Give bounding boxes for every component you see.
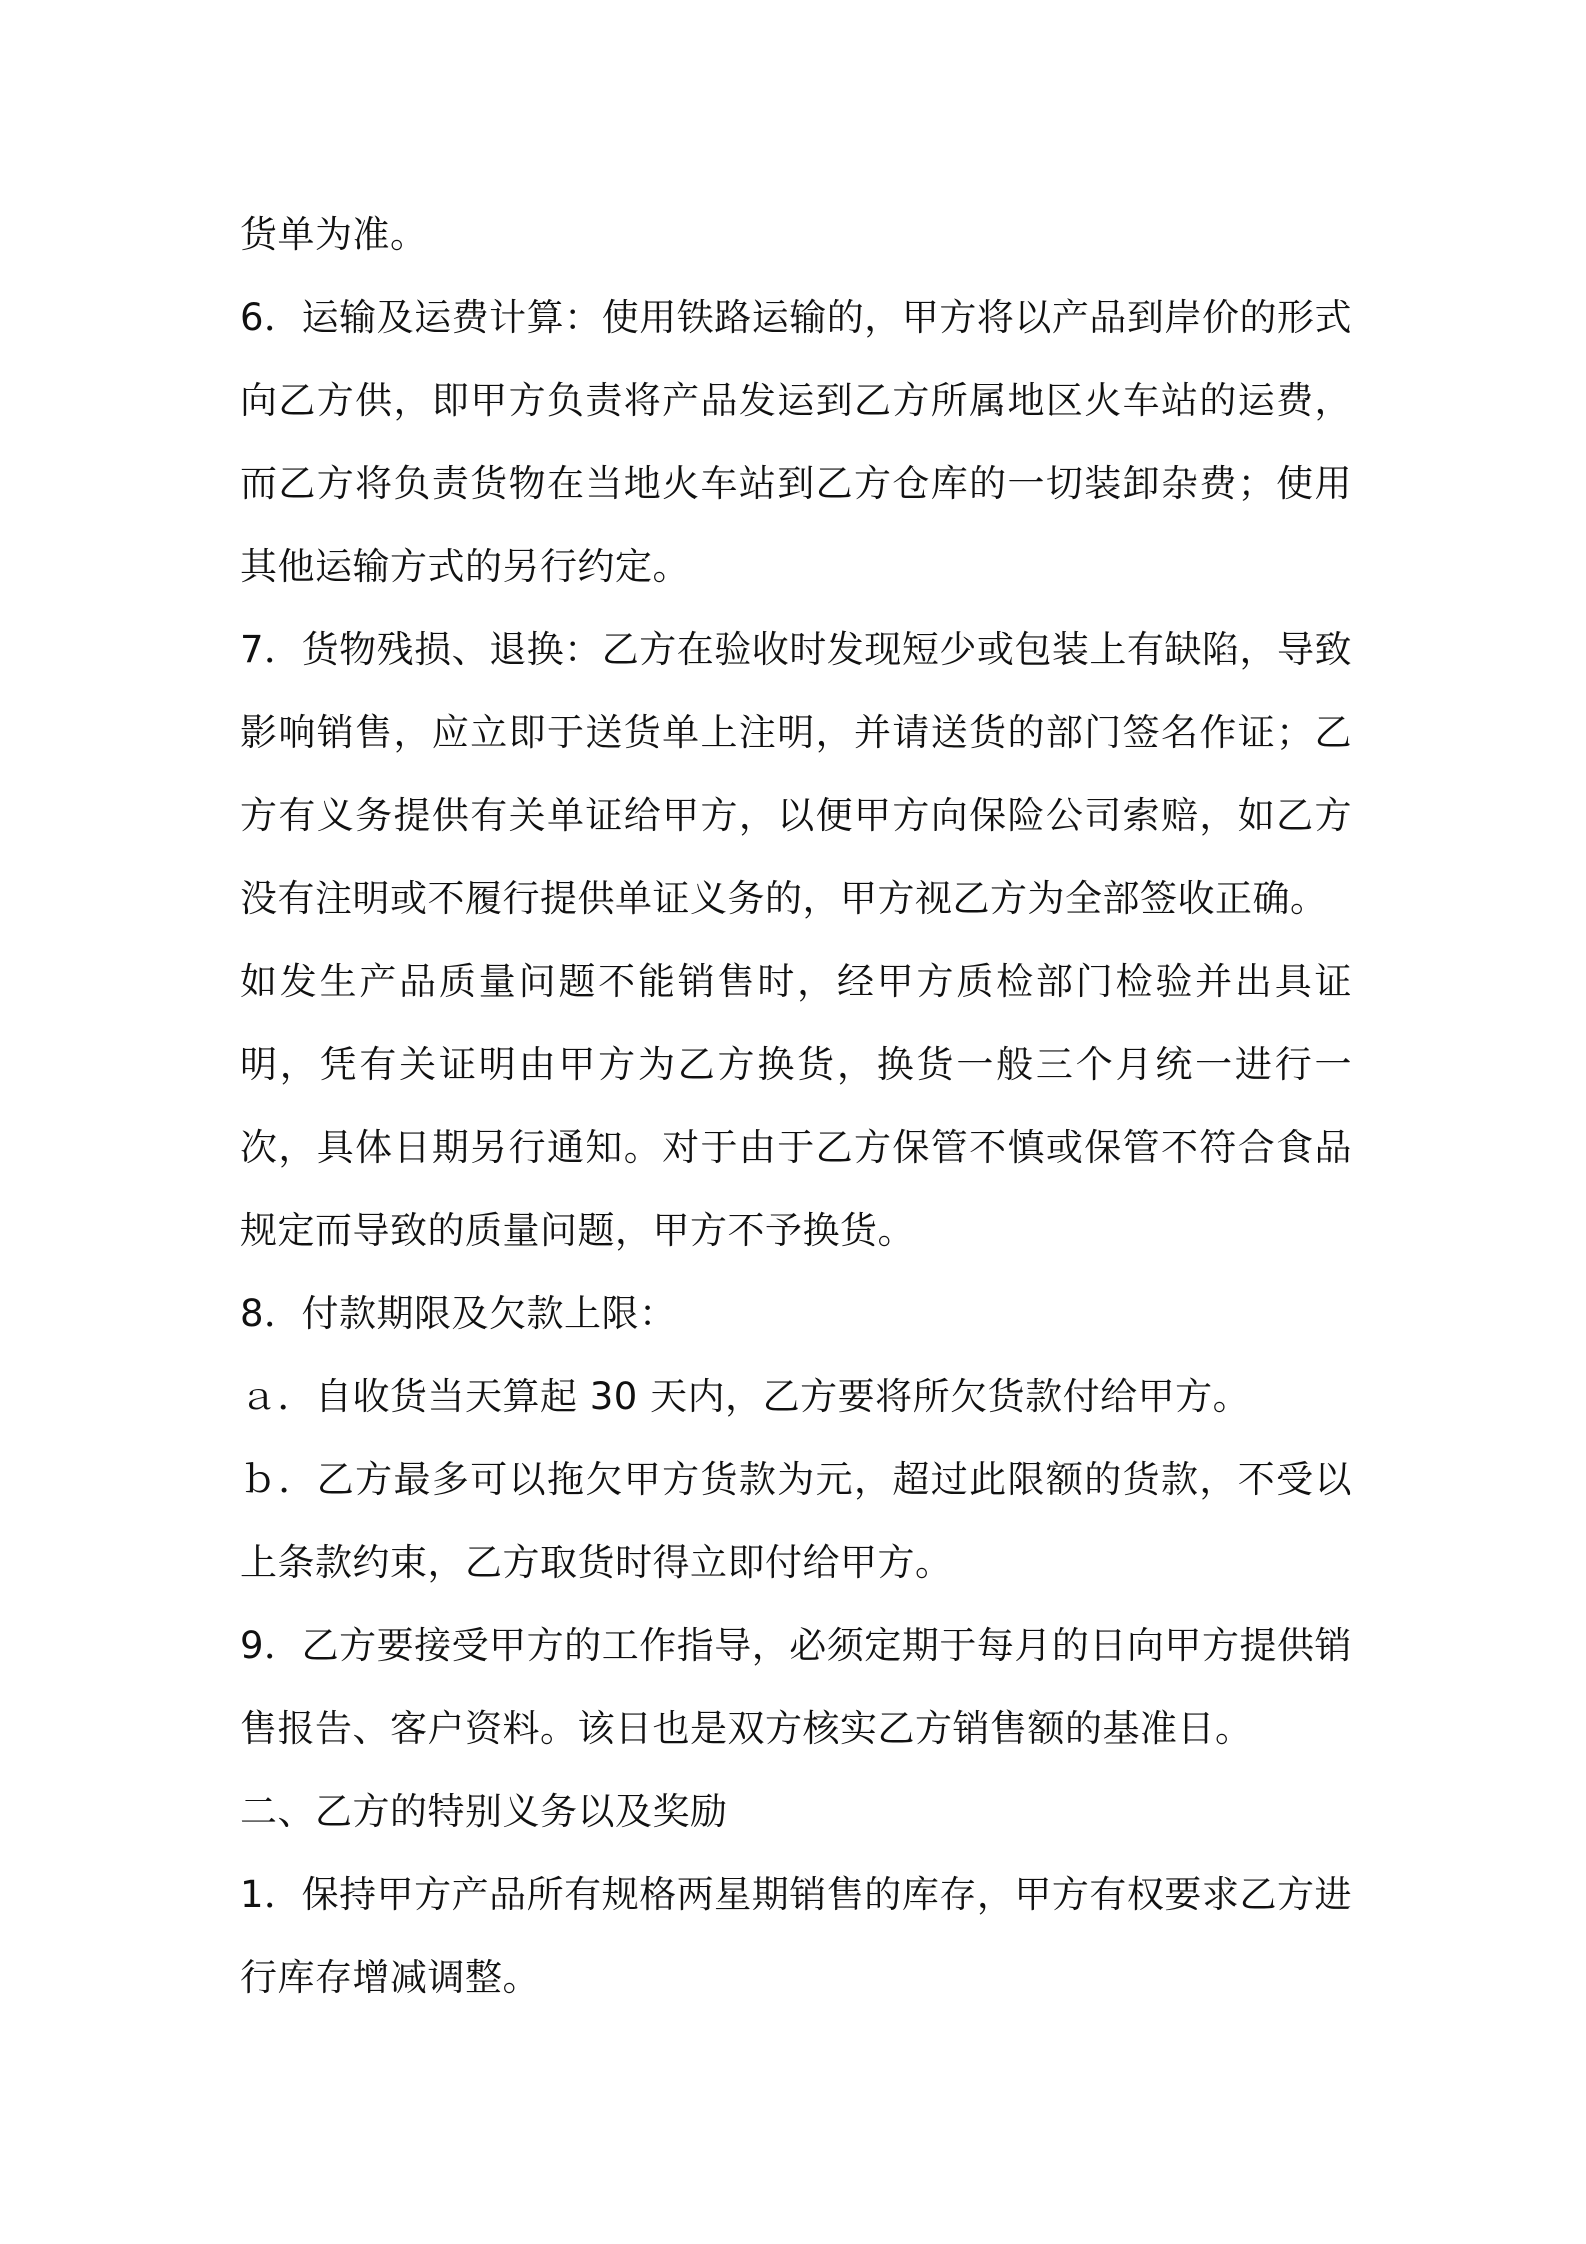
document-body bbox=[240, 193, 1352, 2019]
paragraph-quality-exchange: 如发生产品质量问题不能销售时，经甲方质检部门检验并出具证明，凭有关证明由甲方为乙方换货，换货一般三个月统一进行一次，具体日期另行通知。对于由于乙方保管不慎或保管不符合食品规定而导致的质量问题，甲方不予换货。 bbox=[240, 960, 1352, 1252]
paragraph-delivery-note: 货单为准。 bbox=[240, 213, 428, 256]
paragraph-payment-terms-heading: 8．付款期限及欠款上限： bbox=[240, 1292, 677, 1335]
paragraph-inventory: 1．保持甲方产品所有规格两星期销售的库存，甲方有权要求乙方进行库存增减调整。 bbox=[240, 1873, 1352, 1999]
paragraph-payment-term-b: ｂ．乙方最多可以拖欠甲方货款为元，超过此限额的货款，不受以上条款约束，乙方取货时得立即付给甲方。 bbox=[240, 1458, 1352, 1584]
paragraph-transport-freight: 6．运输及运费计算：使用铁路运输的，甲方将以产品到岸价的形式向乙方供，即甲方负责将产品发运到乙方所属地区火车站的运费，而乙方将负责货物在当地火车站到乙方仓库的一切装卸杂费；使用其他运输方式的另行约定。 bbox=[240, 296, 1352, 588]
paragraph-damage-return: 7．货物残损、退换：乙方在验收时发现短少或包装上有缺陷，导致影响销售，应立即于送货单上注明，并请送货的部门签名作证；乙方有义务提供有关单证给甲方，以便甲方向保险公司索赔，如乙方没有注明或不履行提供单证义务的，甲方视乙方为全部签收正确。 bbox=[240, 628, 1352, 920]
paragraph-payment-term-a: ａ．自收货当天算起 30 天内，乙方要将所欠货款付给甲方。 bbox=[240, 1375, 1251, 1418]
section-heading-special-obligations: 二、乙方的特别义务以及奖励 bbox=[240, 1790, 728, 1833]
paragraph-work-guidance: 9．乙方要接受甲方的工作指导，必须定期于每月的日向甲方提供销售报告、客户资料。该日也是双方核实乙方销售额的基准日。 bbox=[240, 1624, 1352, 1750]
